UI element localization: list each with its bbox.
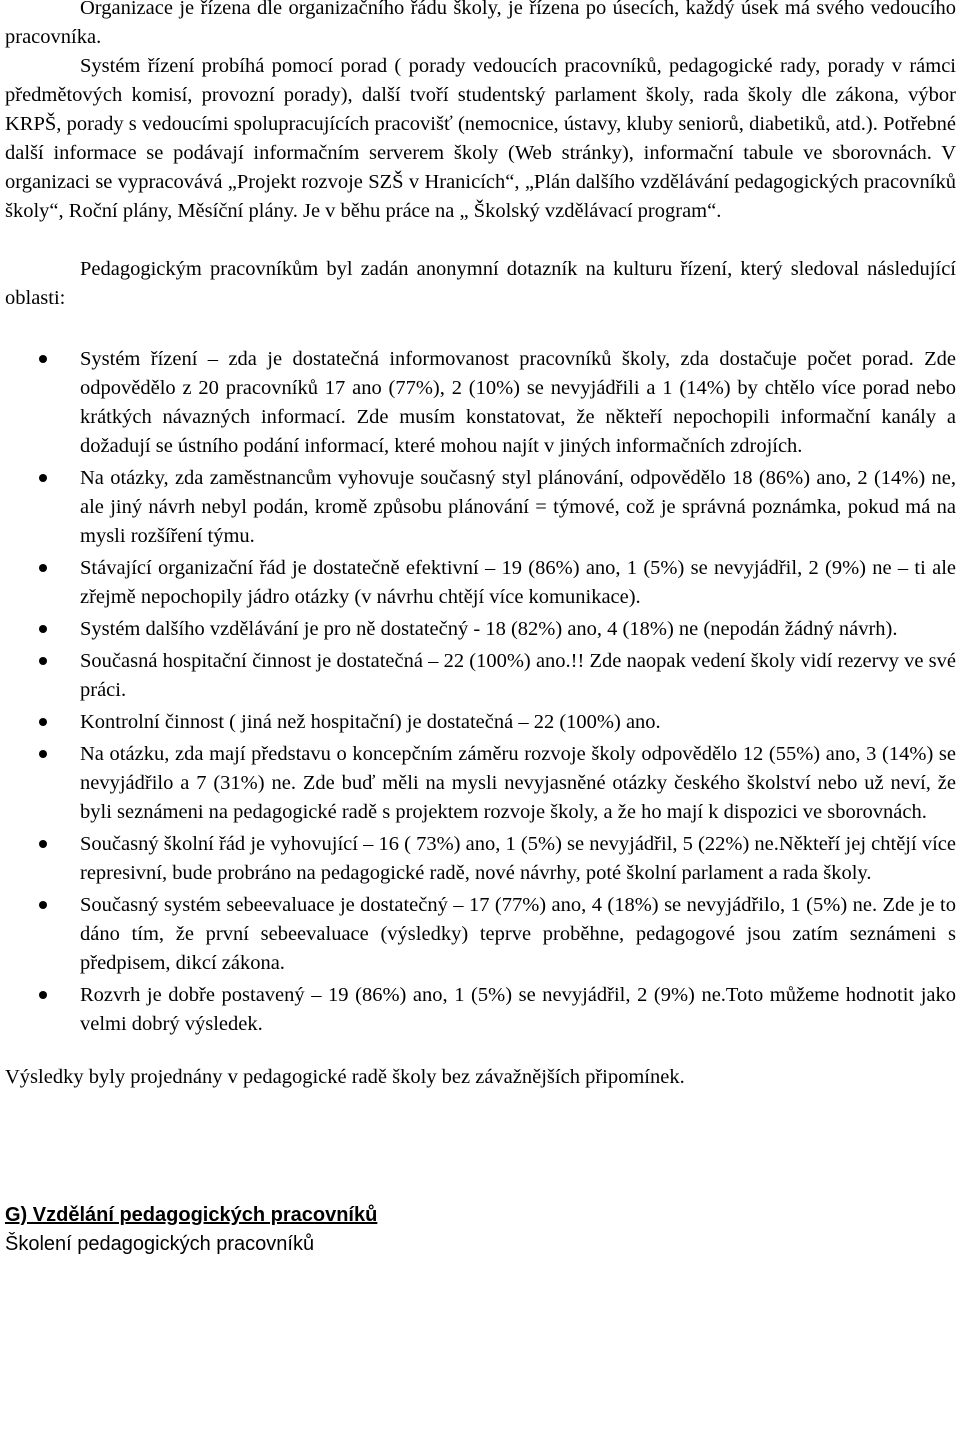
list-item-text: Na otázku, zda mají představu o koncepčním záměru rozvoje školy odpovědělo 12 (55%) ano, 3 (14%) se nevyjádřilo a 7 (31%) ne. Zde buď měli na mysli nevyjasněné otázky českého školství nebo už neví, že byli seznámeni na pedagogické radě s projektem rozvoje školy, a že ho mají k dispozici ve sborovnách. [80,743,956,823]
bullet-icon [39,625,47,633]
list-item [5,554,956,612]
intro-paragraph-questionnaire: Pedagogickým pracovníkům byl zadán anonymní dotazník na kulturu řízení, který sledoval následující oblasti: [5,258,956,309]
list-item [5,891,956,978]
list-item-text: Systém dalšího vzdělávání je pro ně dostatečný - 18 (82%) ano, 4 (18%) ne (nepodán žádný návrh). [80,618,898,640]
list-item [5,708,956,737]
list-item-text: Současný školní řád je vyhovující – 16 ( 73%) ano, 1 (5%) se nevyjádřil, 5 (22%) ne.Někteří jej chtějí více represivní, bude probráno na pedagogické radě, nové návrhy, poté školní parlament a rada školy. [80,833,956,884]
list-item-text: Systém řízení – zda je dostatečná informovanost pracovníků školy, zda dostačuje počet porad. Zde odpovědělo z 20 pracovníků 17 ano (77%), 2 (10%) se nevyjádřili a 1 (14%) by chtělo více porad nebo krátkých návazných informací. Zde musím konstatovat, že někteří nepochopili informační kanály a dožadují se ústního podání informací, které mohou najít v jiných informačních zdrojích. [80,348,956,457]
document-page [5,0,956,1259]
list-item [5,981,956,1039]
bullet-icon [39,355,47,363]
list-item-text: Na otázky, zda zaměstnancům vyhovuje současný styl plánování, odpovědělo 18 (86%) ano, 2 (14%) ne, ale jiný návrh nebyl podán, kromě způsobu plánování = týmové, což je správná poznámka, pokud má na mysli rozšíření týmu. [80,467,956,547]
list-item-text: Rozvrh je dobře postavený – 19 (86%) ano, 1 (5%) se nevyjádřil, 2 (9%) ne.Toto můžeme hodnotit jako velmi dobrý výsledek. [80,984,956,1035]
survey-results-list [5,345,956,1039]
list-item-text: Současný systém sebeevaluace je dostatečný – 17 (77%) ano, 4 (18%) se nevyjádřilo, 1 (5%) ne. Zde je to dáno tím, že první sebeevaluace (výsledky) teprve proběhne, pedagogové jsou zatím seznámeni s předpisem, dikcí zákona. [80,894,956,974]
bullet-icon [39,564,47,572]
list-item-text: Kontrolní činnost ( jiná než hospitační) je dostatečná – 22 (100%) ano. [80,711,661,733]
list-item-text: Současná hospitační činnost je dostatečná – 22 (100%) ano.!! Zde naopak vedení školy vidí rezervy ve své práci. [80,650,956,701]
list-item [5,615,956,644]
section-heading: G) Vzdělání pedagogických pracovníků [5,1204,378,1226]
section-subheading: Školení pedagogických pracovníků [5,1233,315,1255]
list-item-text: Stávající organizační řád je dostatečně efektivní – 19 (86%) ano, 1 (5%) se nevyjádřil, 2 (9%) ne – ti ale zřejmě nepochopily jádro otázky (v návrhu chtějí více komunikace). [80,557,956,608]
intro-paragraph-organization: Organizace je řízena dle organizačního řádu školy, je řízena po úsecích, každý úsek má svého vedoucího pracovníka. [5,0,956,48]
list-item [5,740,956,827]
bullet-icon [39,657,47,665]
bullet-icon [39,718,47,726]
list-item [5,345,956,461]
intro-paragraph-management-system: Systém řízení probíhá pomocí porad ( porady vedoucích pracovníků, pedagogické rady, porady v rámci předmětových komisí, provozní porady), další tvoří studentský parlament školy, rada školy dle zákona, výbor KRPŠ, porady s vedoucími spolupracujících pracovišť (nemocnice, ústavy, kluby seniorů, diabetiků, atd.). Potřebné další informace se podávají informačním serverem školy (Web stránky), informační tabule ve sborovnách. V organizaci se vypracovává „Projekt rozvoje SZŠ v Hranicích“, „Plán dalšího vzdělávání pedagogických pracovníků školy“, Roční plány, Měsíční plány. Je v běhu práce na „ Školský vzdělávací program“. [5,55,956,222]
bullet-icon [39,901,47,909]
bullet-icon [39,474,47,482]
list-item [5,464,956,551]
list-item [5,830,956,888]
bullet-icon [39,750,47,758]
list-item [5,647,956,705]
bullet-icon [39,840,47,848]
bullet-icon [39,991,47,999]
closing-paragraph: Výsledky byly projednány v pedagogické radě školy bez závažnějších připomínek. [5,1066,685,1088]
